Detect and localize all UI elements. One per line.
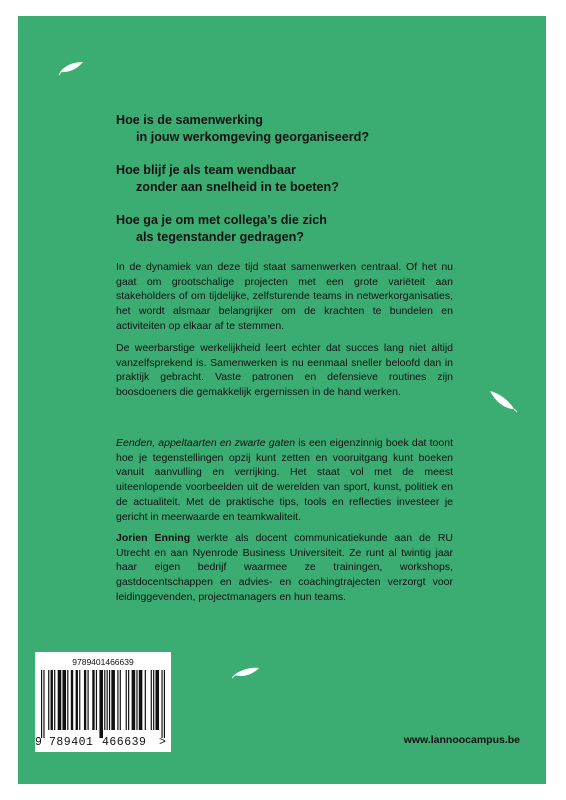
barcode-bar <box>109 670 110 730</box>
barcode-bar <box>58 670 62 730</box>
paragraph-reality: De weerbarstige werkelijkheid leert echter dat succes lang niet altijd vanzelfsprekend is. Samenwerken is nu eenmaal sneller beloofd dan in praktijk gebracht. Vaste patronen en defensieve routines zijn boosdoeners die gemakkelijk ergernissen in de hand werken. <box>116 342 453 399</box>
barcode-bar <box>120 670 121 730</box>
barcode-bar <box>99 670 103 738</box>
barcode-bar <box>128 670 129 730</box>
barcode-bar <box>92 670 94 730</box>
barcode-bars <box>41 670 165 738</box>
barcode-bar <box>96 670 97 730</box>
barcode-left-digits: 789401 <box>49 736 94 749</box>
book-description: is een eigenzinnig boek dat toont hoe je tegenstellingen opzij kunt zetten en vooruitgang kunt boeken vanuit aanvulling en verrijking. Het staat vol met de meest uiteenlopende voorbeelden uit de werelden van sport, kunst, politiek en de actualiteit. Met de praktische tips, tools en reflecties investeer je gericht in meerwaarde en teamkwaliteit. <box>116 437 453 523</box>
barcode-bar <box>153 670 154 730</box>
book-title: Eenden, appeltaarten en zwarte gaten <box>116 437 296 449</box>
question-2-line-2: zonder aan snelheid in te boeten? <box>136 180 339 194</box>
question-2-line-1: Hoe blijf je als team wendbaar <box>116 163 296 177</box>
feather-icon <box>488 389 518 413</box>
question-1-line-2: in jouw werkomgeving georganiseerd? <box>136 130 370 144</box>
paragraph-intro: In de dynamiek van deze tijd staat samenwerken centraal. Of het nu gaat om grootschalige projecten met een grote variëteit aan stakeholders of om tijdelijke, zelfsturende teams in netwerkorganisaties, het wordt alsmaar belangrijker om de krachten te bundelen en activiteiten op elkaar af te stemmen. <box>116 261 453 332</box>
barcode-bar <box>126 670 127 730</box>
question-1 <box>116 112 369 146</box>
author-name: Jorien Enning <box>116 532 191 544</box>
barcode-bar <box>88 670 89 730</box>
barcode-bar <box>51 670 53 730</box>
barcode-bar <box>151 670 152 730</box>
barcode-arrow: > <box>159 736 166 749</box>
barcode-bar <box>48 670 49 730</box>
question-3-line-1: Hoe ga je om met collega’s die zich <box>116 213 327 227</box>
barcode-bar <box>155 670 159 730</box>
question-1-line-1: Hoe is de samenwerking <box>116 113 263 127</box>
barcode-bar <box>164 670 165 738</box>
barcode-bar <box>132 670 136 730</box>
barcode-bar <box>76 670 78 730</box>
barcode-bar <box>41 670 42 738</box>
isbn-number: 9789401466639 <box>72 657 134 667</box>
barcode-bar <box>67 670 68 730</box>
barcode-bar <box>79 670 80 730</box>
feather-icon <box>58 60 86 76</box>
barcode-bar <box>161 670 162 738</box>
barcode-bar <box>62 670 66 730</box>
barcode-bar <box>54 670 55 730</box>
barcode-bar <box>145 670 146 730</box>
barcode-bar <box>111 670 115 730</box>
feather-icon <box>232 665 262 681</box>
publisher-website: www.lannoocampus.be <box>403 734 520 746</box>
question-2 <box>116 162 339 196</box>
barcode-bar <box>104 670 105 730</box>
barcode-right-digits: 466639 <box>102 736 147 749</box>
question-3 <box>116 212 327 246</box>
barcode-bar <box>107 670 108 730</box>
question-3-line-2: als tegenstander gedragen? <box>136 230 304 244</box>
barcode-box <box>35 652 171 752</box>
barcode-bar <box>139 670 143 730</box>
book-back-cover <box>18 16 546 784</box>
author-bio: werkte als docent communicatiekunde aan de RU Utrecht en aan Nyenrode Business Universiteit. Ze runt al twintig jaar haar eigen bedrijf waarmee ze trainingen, workshops, gastdocentschappen en advies- en coachingtrajecten verzorgt voor leidinggevenden, projectmanagers en hun teams. <box>116 532 453 603</box>
barcode-bar <box>117 670 118 730</box>
barcode-bar <box>136 670 137 730</box>
barcode-bar <box>84 670 86 730</box>
paragraph-author <box>116 531 453 605</box>
paragraph-book <box>116 436 453 524</box>
barcode-bar <box>43 670 44 738</box>
barcode-bar <box>71 670 73 730</box>
barcode-first-digit: 9 <box>35 736 42 749</box>
